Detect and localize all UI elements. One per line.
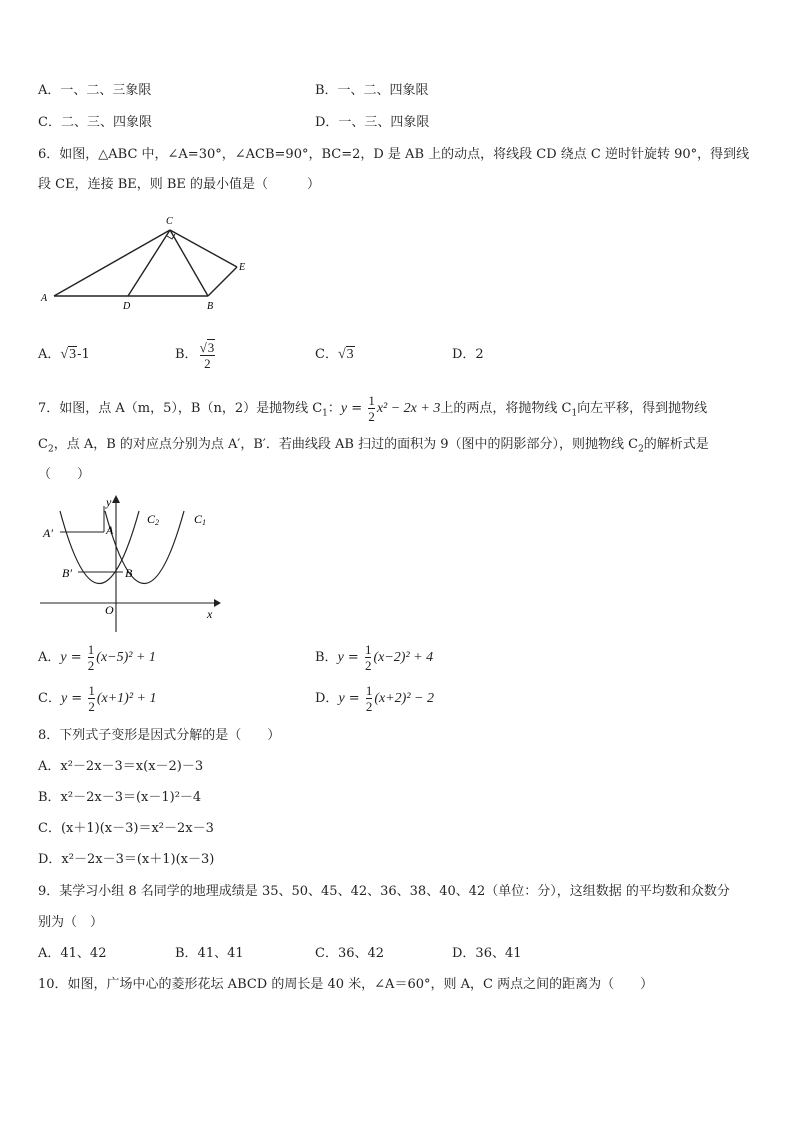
q8-option-d: D．x²－2x－3＝(x＋1)(x－3) (38, 852, 215, 867)
q6-label-e: E (239, 262, 246, 273)
q5-option-b: B．一、二、四象限 (315, 83, 429, 98)
q6-option-b: B． $\frac{√3}{2}$ (175, 339, 215, 371)
q8-stem: 8．下列式子变形是因式分解的是（ ） (38, 728, 281, 743)
q7-label-y: y (106, 495, 112, 509)
q5-option-c: C．二、三、四象限 (38, 115, 152, 130)
q7-option-c: C．y = $\frac{1}{2}$ (x+1)² + 1 (38, 683, 157, 714)
q6-label-b: B (207, 301, 214, 312)
q7-option-d: D．y = $\frac{1}{2}$ (x+2)² − 2 (315, 683, 434, 714)
q7-label-x: x (207, 607, 213, 621)
q8-option-a: A．x²－2x－3＝x(x－2)－3 (38, 759, 204, 774)
q9-option-d: D．36、41 (452, 946, 522, 961)
q7-label-b-prime: B′ (62, 566, 72, 580)
q7-option-b: B．y = $\frac{1}{2}$ (x−2)² + 4 (315, 642, 434, 673)
q5-option-a: A．一、二、三象限 (38, 83, 152, 98)
q7-stem-line1: 7．如图，点 A（m，5），B（n，2）是抛物线 $C_1$：y = $\frac{1}{2}$ x² − 2x + 3上的两点，将抛物线 $C_1$向左平移，得到抛物线 (38, 393, 708, 424)
q6-label-a: A (41, 293, 48, 304)
q6-triangle-figure (36, 212, 256, 316)
q7-label-b: B (125, 566, 133, 580)
q7-parabola-figure (36, 492, 226, 634)
q6-option-c: C．√3 (315, 347, 354, 362)
q9-stem-line2: 别为（ ） (38, 915, 104, 930)
q9-option-c: C．36、42 (315, 946, 385, 961)
q9-option-a: A．41、42 (38, 946, 107, 961)
q9-stem-line1: 9．某学习小组 8 名同学的地理成绩是 35、50、45、42、36、38、40、42（单位：分），这组数据 的平均数和众数分 (38, 884, 730, 899)
q6-stem-line1: 6．如图，△ABC 中，∠A=30°，∠ACB=90°，BC=2，D 是 AB 上的动点，将线段 CD 绕点 C 逆时针旋转 90°，得到线 (38, 147, 750, 162)
q5-option-d: D．一、三、四象限 (315, 115, 430, 130)
q7-label-c2: C2 (147, 512, 160, 527)
q6-label-c: C (166, 216, 173, 227)
q9-option-b: B．41、41 (175, 946, 244, 961)
q7-stem-line2: $C_2$，点 A，B 的对应点分别为点 A′，B′．若曲线段 AB 扫过的面积为 9（图中的阴影部分），则抛物线 $C_2$的解析式是 (38, 437, 709, 455)
q7-label-a-prime: A′ (43, 526, 53, 540)
q6-label-d: D (123, 301, 131, 312)
q8-option-c: C．(x＋1)(x－3)＝x²－2x－3 (38, 821, 214, 836)
q10-stem: 10．如图，广场中心的菱形花坛 ABCD 的周长是 40 米，∠A＝60°，则 A，C 两点之间的距离为（ ） (38, 977, 654, 992)
q7-label-c1: C1 (194, 512, 207, 527)
q7-stem-line3: （ ） (38, 467, 91, 482)
q7-label-o: O (105, 603, 114, 617)
q6-stem-line2: 段 CE，连接 BE，则 BE 的最小值是（ ） (38, 177, 321, 192)
q6-option-d: D．2 (452, 347, 484, 362)
q7-option-a: A．y = $\frac{1}{2}$ (x−5)² + 1 (38, 642, 156, 673)
q8-option-b: B．x²－2x－3＝(x－1)²－4 (38, 790, 202, 805)
q7-label-a: A (106, 523, 114, 537)
q6-option-a: A．√3-1 (38, 347, 90, 362)
